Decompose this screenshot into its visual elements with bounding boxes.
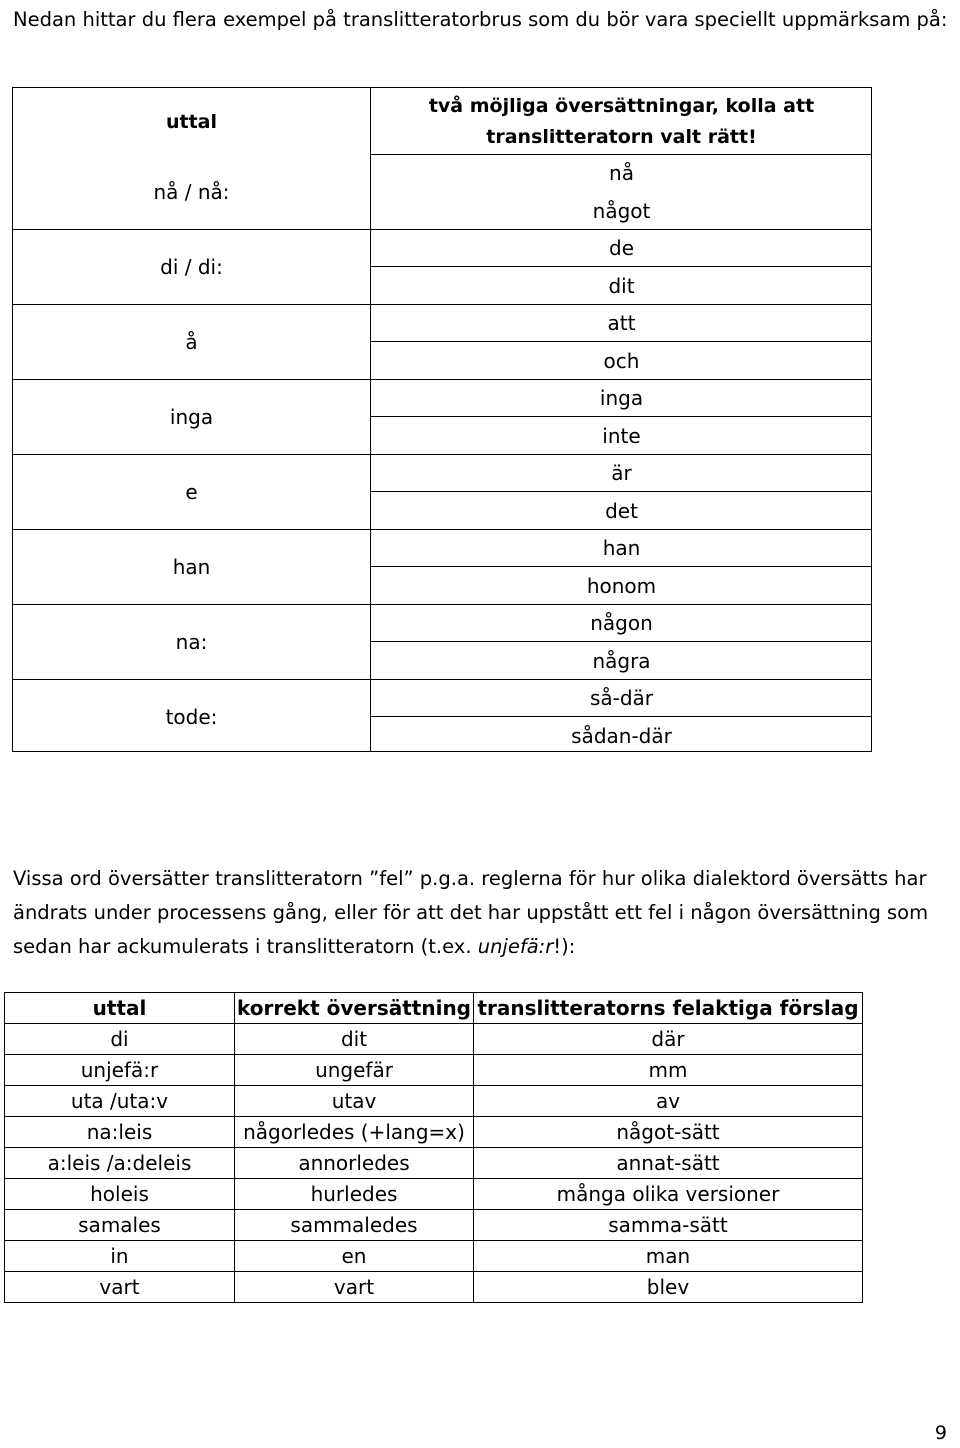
wrong-cell: något-sätt [474,1117,863,1148]
wrong-cell: blev [474,1272,863,1303]
uttal-cell: unjefä:r [5,1055,235,1086]
page-number: 9 [934,1422,947,1444]
option-cell: inte [602,424,641,448]
correct-cell: dit [235,1024,474,1055]
paragraph-example: unjefä:r [477,935,554,958]
option-cell: och [603,349,640,373]
table-row [5,1024,863,1055]
transliteration-ambiguity-table [12,87,872,752]
table-header-row [5,993,863,1024]
table-row [5,1210,863,1241]
uttal-cell: di / di: [160,255,223,279]
correct-cell: annorledes [235,1148,474,1179]
correct-cell: hurledes [235,1179,474,1210]
wrong-cell: samma-sätt [474,1210,863,1241]
correct-cell: vart [235,1272,474,1303]
erroneous-translations-table [4,992,863,1303]
option-cell: att [607,311,636,335]
option-cell: det [605,499,638,523]
uttal-cell: a:leis /a:deleis [5,1148,235,1179]
paragraph-text: Vissa ord översätter translitteratorn ”fel” p.g.a. reglerna för hur olika dialektord översätts har ändrats under processens gång, eller för att det har uppstått ett fel i någon översättning som sedan har ackumulerats i translitteratorn (t.ex. [13,867,929,958]
option-cell: är [611,461,632,485]
option-cell: så-där [589,686,654,710]
header-translations: två möjliga översättningar, kolla att translitteratorn valt rätt! [428,95,815,148]
uttal-cell: holeis [5,1179,235,1210]
uttal-cell: in [5,1241,235,1272]
uttal-cell: tode: [165,705,218,729]
option-cell: de [609,236,634,260]
uttal-cell: uta /uta:v [5,1086,235,1117]
wrong-cell: man [474,1241,863,1272]
wrong-cell: där [474,1024,863,1055]
option-cell: honom [586,574,657,598]
option-cell: någon [590,611,653,635]
uttal-cell: inga [169,405,214,429]
option-cell: nå [609,161,634,185]
uttal-cell: nå / nå: [153,180,230,204]
option-cell: dit [608,274,635,298]
uttal-cell: e [185,480,198,504]
wrong-cell: annat-sätt [474,1148,863,1179]
correct-cell: någorledes (+lang=x) [235,1117,474,1148]
uttal-cell: na: [175,630,208,654]
table-row [5,1055,863,1086]
uttal-cell: na:leis [5,1117,235,1148]
option-cell: sådan-där [571,724,672,748]
table-row [5,1086,863,1117]
table-row [5,1179,863,1210]
wrong-cell: mm [474,1055,863,1086]
intro-text: Nedan hittar du flera exempel på translitteratorbrus som du bör vara speciellt uppmärksam på: [13,8,948,31]
uttal-cell: samales [5,1210,235,1241]
wrong-cell: många olika versioner [474,1179,863,1210]
uttal-cell: han [172,555,211,579]
option-cell: några [592,649,651,673]
paragraph-end: !): [553,935,576,958]
header-uttal: uttal [5,993,235,1024]
explanation-paragraph [13,862,958,964]
option-cell: något [592,199,651,223]
table-row [5,1272,863,1303]
table-row [5,1117,863,1148]
uttal-cell: vart [5,1272,235,1303]
header-uttal: uttal [165,111,218,133]
uttal-cell: å [185,330,198,354]
correct-cell: sammaledes [235,1210,474,1241]
correct-cell: en [235,1241,474,1272]
option-cell: han [602,536,641,560]
header-correct: korrekt översättning [235,993,474,1024]
option-cell: inga [599,386,644,410]
wrong-cell: av [474,1086,863,1117]
table-row [5,1241,863,1272]
correct-cell: utav [235,1086,474,1117]
table-row [5,1148,863,1179]
header-wrong: translitteratorns felaktiga förslag [474,993,863,1024]
uttal-cell: di [5,1024,235,1055]
correct-cell: ungefär [235,1055,474,1086]
